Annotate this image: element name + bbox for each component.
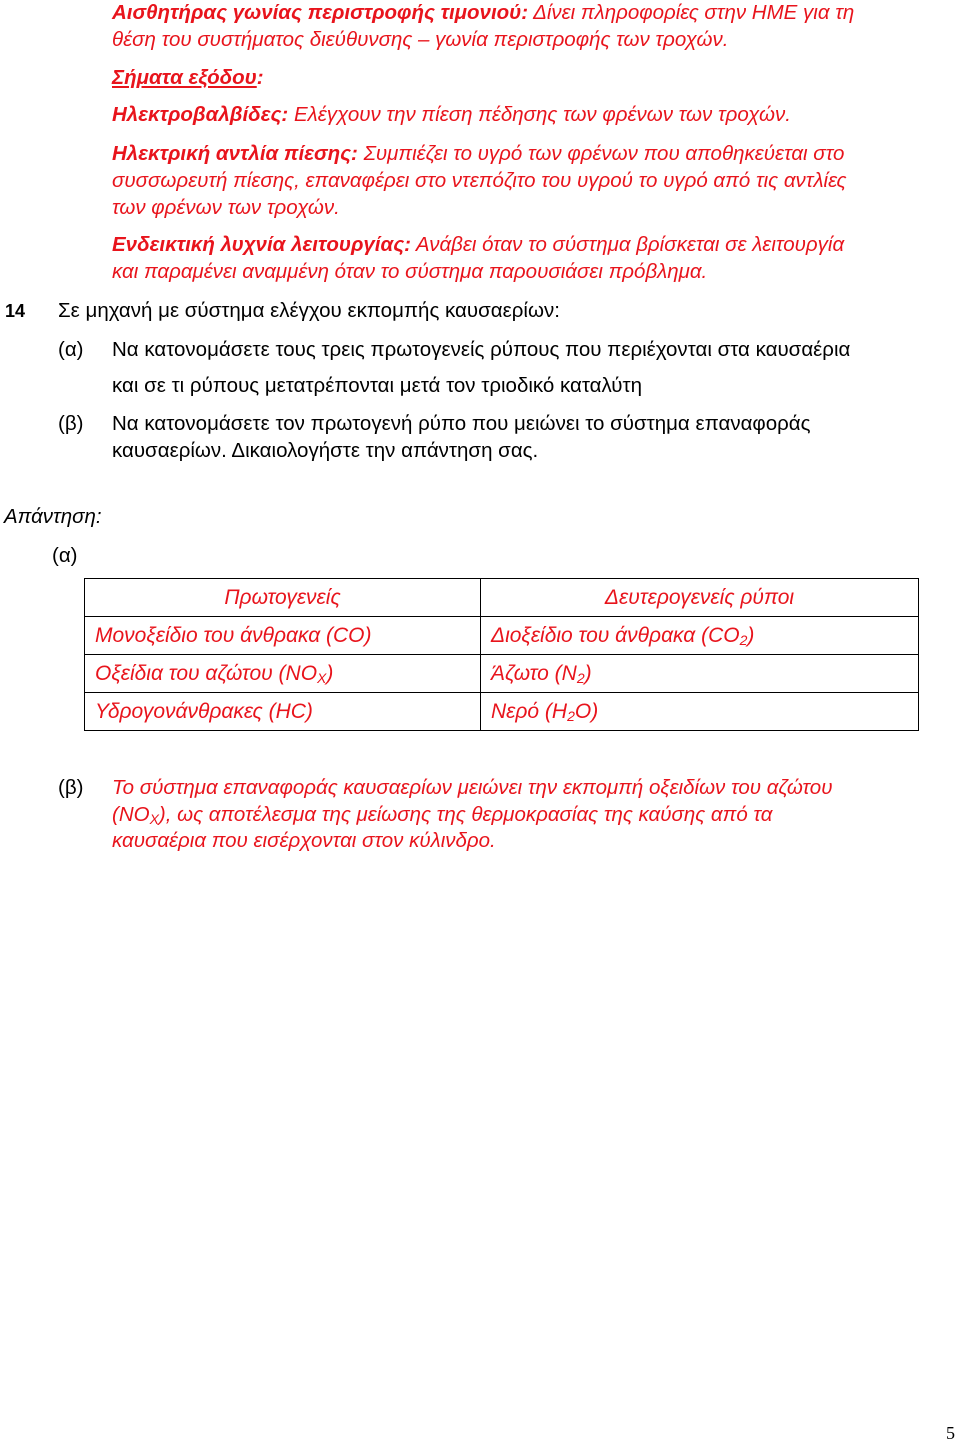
lamp-line-1 [112, 232, 844, 258]
table-row [85, 617, 919, 655]
cell-text: Άζωτο (N [491, 661, 577, 685]
lamp-text-2: και παραμένει αναμμένη όταν το σύστημα παρουσιάσει πρόβλημα. [112, 260, 708, 283]
table-header-secondary: Δευτερογενείς ρύποι [481, 579, 919, 617]
table-cell-primary: Υδρογονάνθρακες (HC) [85, 693, 481, 731]
cell-text-end: ) [747, 623, 755, 647]
pump-text-2: συσσωρευτή πίεσης, επαναφέρει στο ντεπόζιτο του υγρού το υγρό από τις αντλίες [112, 169, 847, 192]
table-row [85, 693, 919, 731]
outputs-heading: Σήματα εξόδου [112, 66, 257, 89]
question-stem: Σε μηχανή με σύστημα ελέγχου εκπομπής καυσαερίων: [58, 299, 560, 322]
answer-a-label: (α) [52, 544, 78, 567]
cell-text-end: ) [326, 661, 334, 685]
answer-b-line-2-end: ), ως αποτέλεσμα της μείωσης της θερμοκρασίας της καύσης από τα [158, 803, 773, 826]
cell-text-end: O) [574, 699, 599, 723]
cell-text: Νερό (H [491, 699, 568, 723]
page-number: 5 [946, 1423, 955, 1443]
pollutants-table [84, 578, 919, 731]
pump-line-1 [112, 141, 844, 167]
question-a-label: (α) [58, 338, 84, 361]
valves-line [112, 102, 791, 128]
table-header-primary: Πρωτογενείς [85, 579, 481, 617]
answer-b-line-1: Το σύστημα επαναφοράς καυσαερίων μειώνει την εκπομπή οξειδίων του αζώτου [112, 776, 833, 799]
answer-b-subscript: X [149, 811, 159, 827]
table-cell-primary [85, 655, 481, 693]
answer-b-line-3: καυσαέρια που εισέρχονται στον κύλινδρο. [112, 829, 496, 852]
cell-text: Οξείδια του αζώτου (NO [95, 661, 318, 685]
cell-text: Διοξείδιο του άνθρακα (CO [491, 623, 740, 647]
pump-text-3: των φρένων των τροχών. [112, 196, 340, 219]
table-cell-secondary [481, 655, 919, 693]
cell-subscript: 2 [576, 669, 585, 686]
sensor-title: Αισθητήρας γωνίας περιστροφής τιμονιού: [112, 1, 529, 24]
valves-text: Ελέγχουν την πίεση πέδησης των φρένων των τροχών. [293, 103, 791, 126]
question-a-text-2: και σε τι ρύπους μετατρέπονται μετά τον τριοδικό καταλύτη [112, 374, 642, 397]
question-b-label: (β) [58, 412, 84, 435]
valves-title: Ηλεκτροβαλβίδες: [112, 103, 289, 126]
question-number: 14 [5, 301, 26, 321]
cell-text-end: ) [584, 661, 592, 685]
lamp-text-1: Ανάβει όταν το σύστημα βρίσκεται σε λειτουργία [415, 233, 845, 256]
pump-title: Ηλεκτρική αντλία πίεσης: [112, 142, 358, 165]
pump-text-1: Συμπιέζει το υγρό των φρένων που αποθηκεύεται στο [363, 142, 845, 165]
sensor-text-2: θέση του συστήματος διεύθυνσης – γωνία περιστροφής των τροχών. [112, 28, 729, 51]
table-cell-secondary [481, 617, 919, 655]
cell-subscript: 2 [567, 707, 575, 724]
cell-subscript: X [317, 669, 327, 686]
answer-b-line-2-start: (NO [112, 803, 150, 826]
sensor-line-1 [112, 0, 854, 26]
table-cell-secondary [481, 693, 919, 731]
lamp-title: Ενδεικτική λυχνία λειτουργίας: [112, 233, 411, 256]
table-header-row [85, 579, 919, 617]
question-b-text-2: καυσαερίων. Δικαιολογήστε την απάντηση σας. [112, 439, 539, 462]
question-a-text-1: Να κατονομάσετε τους τρεις πρωτογενείς ρύπους που περιέχονται στα καυσαέρια [112, 338, 851, 361]
question-b-text-1: Να κατονομάσετε τον πρωτογενή ρύπο που μειώνει το σύστημα επαναφοράς [112, 412, 811, 435]
answer-b-label: (β) [58, 776, 84, 799]
outputs-heading-line [112, 65, 264, 91]
table-cell-primary: Μονοξείδιο του άνθρακα (CO) [85, 617, 481, 655]
table-row [85, 655, 919, 693]
sensor-text-1: Δίνει πληροφορίες στην ΗΜΕ για τη [533, 1, 855, 24]
cell-subscript: 2 [739, 631, 748, 648]
answer-label: Απάντηση: [4, 505, 102, 528]
outputs-colon: : [256, 66, 264, 89]
